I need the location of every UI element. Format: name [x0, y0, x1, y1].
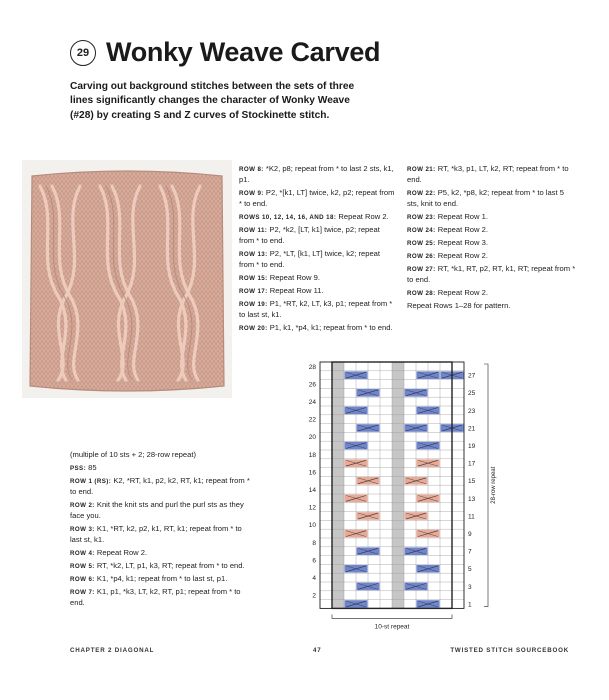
- text: P1, *RT, k2, LT, k3, p1; repeat from * to last st, k1.: [239, 298, 393, 319]
- row-label: 10: [308, 522, 316, 530]
- label: ROW 26:: [407, 253, 436, 261]
- text: Repeat Row 2.: [437, 288, 488, 297]
- text: P1, k1, *p4, k1; repeat from * to end.: [269, 322, 393, 332]
- instruction-row-4: [70, 548, 252, 559]
- text: Repeat Row 2.: [338, 211, 389, 221]
- instruction-pss: [70, 463, 252, 474]
- instruction-row-2: [70, 500, 252, 522]
- label: ROW 19:: [239, 300, 268, 308]
- instruction-row-11: [239, 225, 397, 247]
- row-label: 11: [468, 513, 475, 521]
- label: ROW 25:: [407, 239, 436, 247]
- label: ROW 28:: [407, 290, 436, 297]
- label: ROW 27:: [407, 266, 436, 274]
- row-label: 22: [308, 416, 316, 424]
- bottom-bracket: [332, 614, 452, 618]
- text: P2, *[k1, LT] twice, k2, p2; repeat from * to end.: [239, 187, 395, 208]
- row-label: 17: [468, 460, 476, 468]
- text: RT, *k2, LT, p1, k3, RT; repeat from * to end.: [96, 560, 245, 570]
- instruction-row-21: [407, 164, 577, 186]
- label: ROW 1 (RS):: [70, 478, 112, 486]
- row-label: 25: [468, 390, 476, 398]
- side-repeat-label: 28-row repeat: [491, 466, 497, 504]
- text: 85: [88, 463, 97, 473]
- instruction-row-24: [407, 225, 577, 236]
- instruction-row-7: [70, 587, 252, 609]
- text: Repeat Row 1.: [437, 211, 488, 221]
- instructions-left: [70, 450, 252, 611]
- text: K1, p1, *k3, LT, k2, RT, p1; repeat from * to end.: [70, 587, 241, 607]
- row-label: 18: [308, 451, 316, 459]
- footer-book-title: TWISTED STITCH SOURCEBOOK: [450, 647, 569, 654]
- label: ROW 13:: [239, 250, 268, 258]
- repeat-bracket: [484, 364, 488, 606]
- row-label: 12: [308, 504, 316, 512]
- text: Repeat Row 11.: [269, 285, 324, 295]
- footer-chapter: CHAPTER 2 DIAGONAL: [70, 647, 155, 654]
- stitch-chart: [296, 358, 521, 638]
- label: ROW 21:: [407, 166, 436, 173]
- label: ROW 22:: [407, 189, 436, 197]
- instruction-row-5: [70, 561, 252, 572]
- label: ROW 3:: [70, 525, 95, 533]
- instruction-row-25: [407, 238, 577, 249]
- instruction-row-22: [407, 188, 577, 210]
- row-label: 24: [308, 399, 316, 406]
- instruction-row-3: [70, 524, 252, 546]
- label: ROW 17:: [239, 287, 268, 295]
- text: Repeat Row 9.: [269, 272, 320, 282]
- instruction-row-8: [239, 164, 397, 186]
- instruction-rows-10-18: [239, 212, 397, 223]
- footer-page-number: 47: [313, 647, 322, 654]
- row-label: 15: [468, 478, 476, 486]
- row-label: 3: [468, 583, 472, 591]
- label: ROW 6:: [70, 575, 95, 583]
- swatch-photo: [22, 160, 232, 398]
- instruction-row-6: [70, 574, 252, 585]
- instruction-row-9: [239, 188, 397, 210]
- label: ROW 11:: [239, 226, 268, 234]
- row-label: 13: [468, 495, 476, 503]
- label: ROW 24:: [407, 226, 436, 234]
- instruction-row-28: [407, 288, 577, 299]
- row-label: 28: [308, 363, 316, 371]
- instructions-right: [407, 164, 577, 314]
- stitch-multiple: (multiple of 10 sts + 2; 28-row repeat): [70, 450, 196, 459]
- row-label: 14: [308, 487, 316, 494]
- instruction-row-17: [239, 286, 397, 297]
- label: ROW 5:: [70, 562, 95, 570]
- text: P2, *LT, [k1, LT] twice, k2; repeat from * to end.: [239, 248, 381, 269]
- text: Knit the knit sts and purl the purl sts as they face you.: [70, 500, 244, 520]
- label: ROWS 10, 12, 14, 16, AND 18:: [239, 213, 337, 221]
- row-label: 1: [468, 601, 472, 609]
- label: PSS:: [70, 465, 87, 473]
- text: P2, *k2, [LT, k1] twice, p2; repeat from * to end.: [239, 224, 380, 245]
- row-label: 20: [308, 434, 316, 442]
- text: K1, *p4, k1; repeat from * to last st, p1.: [96, 573, 228, 583]
- text: Repeat Row 3.: [437, 237, 488, 247]
- instructions-middle: [239, 164, 397, 336]
- instruction-row-27: [407, 264, 577, 286]
- instruction-row-1: [70, 476, 252, 498]
- intro-paragraph: Carving out background stitches between the sets of three lines significantly changes the character of Wonky Weave (#28) by creating S and Z curves of Stockinette stitch.: [70, 81, 355, 121]
- label: ROW 9:: [239, 189, 264, 197]
- bottom-repeat-label: 10-st repeat: [374, 623, 410, 631]
- label: ROW 23:: [407, 213, 436, 221]
- instruction-row-15: [239, 273, 397, 284]
- row-label: 7: [468, 548, 472, 556]
- label: ROW 15:: [239, 274, 268, 282]
- instruction-row-13: [239, 249, 397, 271]
- text: Repeat Row 2.: [96, 547, 148, 557]
- instruction-row-19: [239, 299, 397, 321]
- row-label: 4: [312, 575, 316, 582]
- row-label: 23: [468, 407, 476, 415]
- instruction-row-20: [239, 323, 397, 334]
- row-label: 5: [468, 566, 472, 574]
- row-label: 2: [312, 592, 316, 600]
- row-label: 27: [468, 372, 476, 380]
- row-label: 9: [468, 531, 472, 538]
- row-label: 19: [468, 443, 476, 450]
- label: ROW 20:: [239, 324, 268, 332]
- text: Repeat Row 2.: [437, 224, 488, 234]
- instruction-row-23: [407, 212, 577, 223]
- text: RT, *k3, p1, LT, k2, RT; repeat from * to end.: [407, 164, 569, 184]
- text: P5, k2, *p8, k2; repeat from * to last 5 sts, knit to end.: [407, 187, 564, 208]
- row-label: 6: [312, 557, 316, 565]
- instruction-repeat: Repeat Rows 1–28 for pattern.: [407, 301, 511, 311]
- row-label: 16: [308, 469, 316, 477]
- row-label: 21: [468, 425, 476, 433]
- label: ROW 7:: [70, 589, 95, 597]
- text: K1, *RT, k2, p2, k1, RT, k1; repeat from * to last st, k1.: [70, 523, 242, 544]
- text: K2, *RT, k1, p2, k2, RT, k1; repeat from * to end.: [70, 476, 250, 496]
- instruction-row-26: [407, 251, 577, 262]
- row-label: 8: [312, 539, 316, 547]
- label: ROW 8:: [239, 166, 264, 173]
- label: ROW 4:: [70, 549, 95, 557]
- page-title: Wonky Weave Carved: [106, 37, 381, 67]
- header: [70, 37, 380, 68]
- text: RT, *k1, RT, p2, RT, k1, RT; repeat from * to end.: [407, 264, 576, 284]
- row-label: 26: [308, 381, 316, 389]
- text: *K2, p8; repeat from * to last 2 sts, k1, p1.: [239, 164, 394, 184]
- pattern-number-badge: 29: [70, 40, 96, 66]
- label: ROW 2:: [70, 502, 95, 510]
- text: Repeat Row 2.: [437, 251, 488, 261]
